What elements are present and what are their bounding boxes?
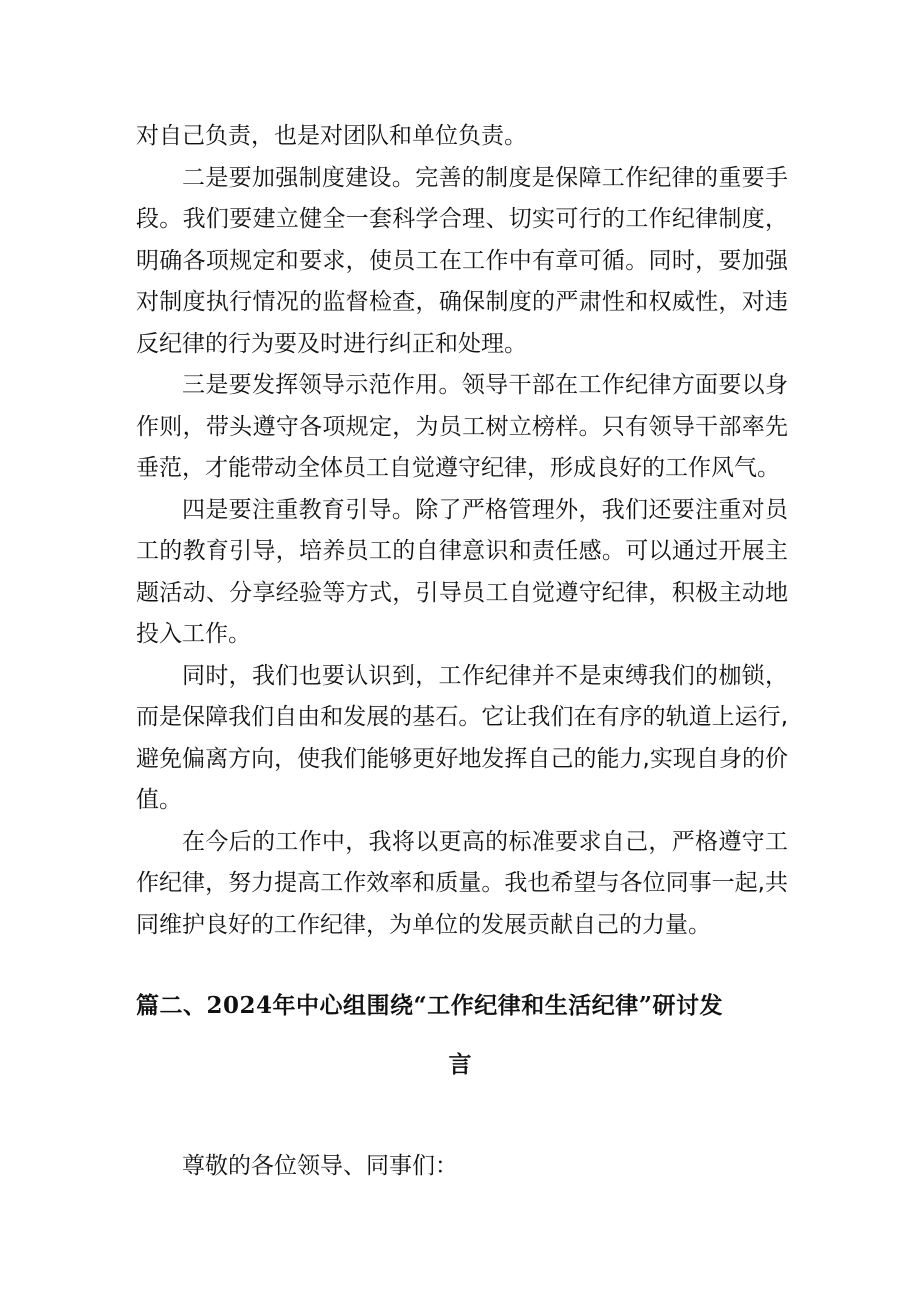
section-title: 篇二、2024年中心组围绕“工作纪律和生活纪律”研讨发 — [136, 992, 723, 1019]
body-text — [136, 116, 788, 946]
salutation: 尊敬的各位领导、同事们： — [182, 1153, 458, 1179]
paragraph-education-guidance: 四是要注重教育引导。除了严格管理外，我们还要注重对员工的教育引导，培养员工的自律意识和责任感。可以通过开展主题活动、分享经验等方式，引导员工自觉遵守纪律，积极主动地投入工作。 — [136, 496, 788, 647]
paragraph-continuation: 对自己负责，也是对团队和单位负责。 — [136, 123, 527, 149]
section-title-tail: 言 — [448, 1051, 472, 1078]
paragraph-system-building: 二是要加强制度建设。完善的制度是保障工作纪律的重要手段。我们要建立健全一套科学合理、切实可行的工作纪律制度，明确各项规定和要求，使员工在工作中有章可循。同时，要加强对制度执行情况的监督检查，确保制度的严肃性和权威性，对违反纪律的行为要及时进行纠正和处理。 — [136, 164, 788, 357]
paragraph-leadership-example: 三是要发挥领导示范作用。领导干部在工作纪律方面要以身作则，带头遵守各项规定，为员工树立榜样。只有领导干部率先垂范，才能带动全体员工自觉遵守纪律，形成良好的工作风气。 — [136, 372, 788, 481]
paragraph-future-commitment: 在今后的工作中，我将以更高的标准要求自己，严格遵守工作纪律，努力提高工作效率和质量。我也希望与各位同事一起,共同维护良好的工作纪律，为单位的发展贡献自己的力量。 — [136, 828, 788, 938]
paragraph-discipline-foundation: 同时，我们也要认识到，工作纪律并不是束缚我们的枷锁，而是保障我们自由和发展的基石。它让我们在有序的轨道上运行,避免偏离方向，使我们能够更好地发挥自己的能力,实现自身的价值。 — [136, 662, 788, 813]
